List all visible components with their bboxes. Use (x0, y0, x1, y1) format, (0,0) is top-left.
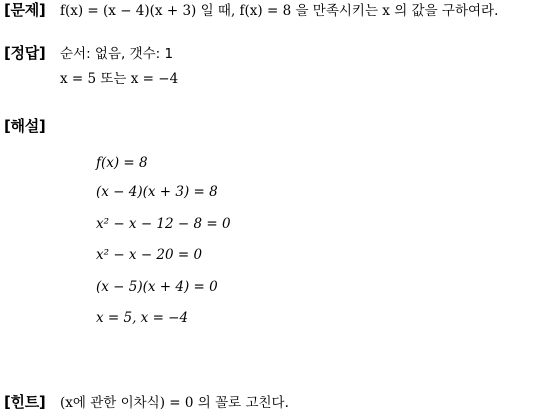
answer-value: x = 5 또는 x = −4 (60, 71, 179, 87)
hint-text: (x에 관한 이차식) = 0 의 꼴로 고친다. (60, 395, 289, 411)
answer-label: [정답] (4, 44, 46, 62)
solution-step: (x − 5)(x + 4) = 0 (96, 279, 218, 295)
solution-label: [해설] (4, 117, 46, 135)
hint-label: [힌트] (4, 393, 46, 411)
answer-order-count: 순서: 없음, 갯수: 1 (60, 46, 174, 62)
solution-step: x² − x − 20 = 0 (96, 247, 203, 263)
solution-step: f(x) = 8 (96, 155, 148, 171)
solution-step: x = 5, x = −4 (96, 310, 189, 326)
solution-step: (x − 4)(x + 3) = 8 (96, 184, 218, 200)
problem-text: f(x) = (x − 4)(x + 3) 일 때, f(x) = 8 을 만족시키는 x 의 값을 구하여라. (60, 3, 499, 19)
problem-label: [문제] (4, 1, 46, 19)
solution-step: x² − x − 12 − 8 = 0 (96, 216, 231, 232)
